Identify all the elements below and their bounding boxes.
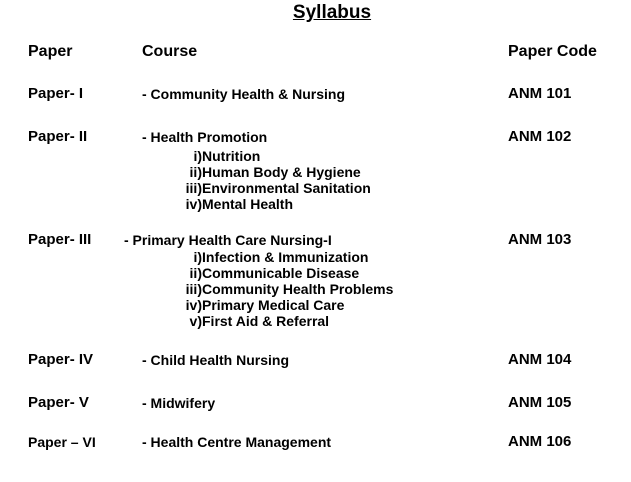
subtopic-number: i) <box>193 148 202 164</box>
subtopic-number: iv) <box>185 196 202 212</box>
subtopic-number: ii) <box>189 164 202 180</box>
paper-code: ANM 102 <box>508 128 572 145</box>
course-title: - Community Health & Nursing <box>142 86 346 102</box>
subtopic-number: v) <box>189 313 202 329</box>
subtopic <box>182 196 293 212</box>
paper-code: ANM 104 <box>508 351 572 368</box>
header-paper: Paper <box>28 43 73 60</box>
course-title: - Child Health Nursing <box>142 352 289 368</box>
course-title: - Health Promotion <box>142 129 268 145</box>
subtopic-number: ii) <box>189 265 202 281</box>
subtopic-text: First Aid & Referral <box>202 313 330 329</box>
page-title: Syllabus <box>292 2 372 23</box>
course-title: - Primary Health Care Nursing-I <box>124 232 332 248</box>
course-title: - Midwifery <box>142 395 216 411</box>
subtopic-text: Mental Health <box>202 196 294 212</box>
subtopic <box>182 297 344 313</box>
subtopic-number: i) <box>193 249 202 265</box>
subtopic-text: Primary Medical Care <box>202 297 345 313</box>
subtopic-text: Communicable Disease <box>202 265 360 281</box>
header-course: Course <box>142 43 198 60</box>
subtopic <box>182 281 393 297</box>
subtopic-text: Infection & Immunization <box>202 249 369 265</box>
paper-label: Paper- III <box>28 231 92 248</box>
header-paper-code: Paper Code <box>508 43 597 60</box>
subtopic-number: iii) <box>185 281 202 297</box>
paper-code: ANM 103 <box>508 231 572 248</box>
paper-code: ANM 105 <box>508 394 572 411</box>
paper-label: Paper – VI <box>28 434 96 450</box>
subtopic <box>182 164 361 180</box>
subtopic <box>182 148 260 164</box>
paper-label: Paper- V <box>28 394 89 411</box>
subtopic <box>182 180 371 196</box>
subtopic-text: Human Body & Hygiene <box>202 164 361 180</box>
paper-label: Paper- IV <box>28 351 94 368</box>
paper-label: Paper- I <box>28 85 84 102</box>
subtopic-text: Environmental Sanitation <box>202 180 371 196</box>
subtopic-number: iv) <box>185 297 202 313</box>
subtopic-number: iii) <box>185 180 202 196</box>
subtopic <box>182 313 329 329</box>
subtopic <box>182 265 359 281</box>
paper-label: Paper- II <box>28 128 88 145</box>
paper-code: ANM 101 <box>508 85 572 102</box>
subtopic <box>182 249 368 265</box>
subtopic-text: Community Health Problems <box>202 281 394 297</box>
paper-code: ANM 106 <box>508 433 572 450</box>
subtopic-text: Nutrition <box>202 148 261 164</box>
course-title: - Health Centre Management <box>142 434 332 450</box>
